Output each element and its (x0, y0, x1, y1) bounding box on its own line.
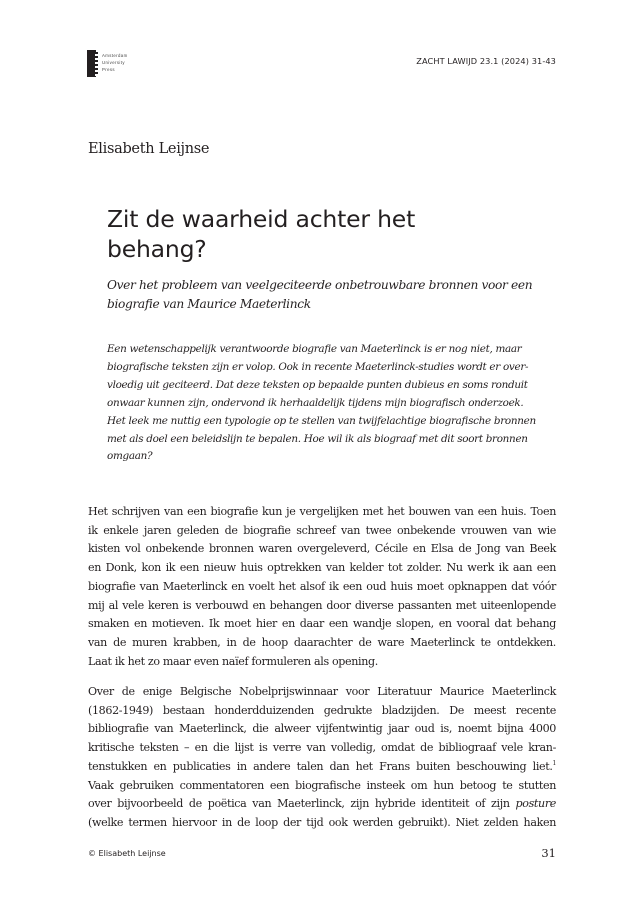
body-line: kisten vol onbekende bronnen waren overgeleverd, Cécile en Elsa de Jong van Beek (88, 542, 556, 556)
body-line: biografie van Maeterlinck en voelt het alsof ik een oud huis moet opknappen dat vóór (88, 579, 556, 593)
body-line: mij al vele keren is verbouwd en behangen door diverse passanten met uiteenlopende (88, 598, 556, 612)
page-number: 31 (541, 846, 556, 860)
body-line: bibliografie van Maeterlinck, die alweer vijfentwintig jaar oud is, noemt bijna 4000 (88, 722, 556, 736)
copyright-notice: © Elisabeth Leijnse (88, 849, 166, 858)
body-line: van de muren krabben, in de hoop daarachter de ware Maeterlinck te ontdekken. (88, 635, 556, 649)
body-line: Vaak gebruiken commentatoren een biografische insteek om hun betoog te stutten (88, 778, 556, 792)
article-title (107, 204, 527, 264)
italic-term: posture (515, 797, 556, 811)
body-paragraph-1 (88, 503, 556, 671)
abstract-line: vloedig uit geciteerd. Dat deze teksten op bepaalde punten dubieus en soms ronduit (107, 378, 528, 391)
body-paragraph-2 (88, 683, 556, 833)
abstract-line: met als doel een beleidslijn te bepalen. Hoe wil ik als biograaf met dit soort bronnen (107, 432, 528, 445)
abstract-line: Het leek me nuttig een typologie op te stellen van twijfelachtige biografische bronnen (107, 414, 536, 427)
body-line: smaken en motieven. Ik moet hier en daar een wandje slopen, en vooral dat behang (88, 617, 556, 631)
body-line: (1862-1949) bestaan honderdduizenden gedrukte bladzijden. De meest recente (88, 703, 556, 717)
publisher-name-line: Press (102, 67, 115, 72)
body-line (88, 758, 556, 777)
subtitle-line: Over het probleem van veelgeciteerde onbetrouwbare bronnen voor een (107, 278, 533, 292)
body-line: Over de enige Belgische Nobelprijswinnaar voor Literatuur Maurice Maeterlinck (88, 685, 556, 698)
body-line: kritische teksten – en die lijst is verre van volledig, omdat de bibliograaf vele kran- (88, 741, 556, 755)
title-line: behang? (107, 235, 207, 263)
subtitle-line: biografie van Maurice Maeterlinck (107, 297, 311, 311)
publisher-logo (87, 50, 128, 77)
footnote-reference[interactable]: 1 (552, 759, 556, 767)
abstract (107, 341, 557, 466)
journal-reference: ZACHT LAWIJD 23.1 (2024) 31-43 (416, 56, 556, 66)
body-line (88, 795, 556, 814)
body-line: (welke termen hiervoor in de loop der tijd ook werden gebruikt). Niet zelden haken (88, 815, 556, 829)
abstract-line: Een wetenschappelijk verantwoorde biografie van Maeterlinck is er nog niet, maar (107, 343, 522, 355)
author-name: Elisabeth Leijnse (88, 141, 210, 157)
publisher-name (102, 50, 128, 73)
publisher-name-line: Amsterdam (102, 53, 128, 58)
publisher-name-line: University (102, 60, 125, 65)
aup-logo-icon (87, 50, 96, 77)
abstract-line: omgaan? (107, 450, 153, 463)
title-line: Zit de waarheid achter het (107, 205, 416, 233)
body-line: Het schrijven van een biografie kun je vergelijken met het bouwen van een huis. Toen (88, 505, 556, 518)
body-line-text: tenstukken en publicaties in andere talen dan het Frans buiten beschouwing liet. (88, 759, 553, 773)
abstract-line: onwaar kunnen zijn, ondervond ik herhaaldelijk tijdens mijn biografisch onderzoek. (107, 396, 524, 409)
article-subtitle (107, 276, 557, 314)
body-line: Laat ik het zo maar even naïef formuleren als opening. (88, 654, 378, 668)
body-line: ik enkele jaren geleden de biografie schreef van twee onbekende vrouwen van wie (88, 523, 556, 537)
abstract-line: biografische teksten zijn er volop. Ook in recente Maeterlinck-studies wordt er over- (107, 360, 529, 373)
body-line: en Donk, kon ik een nieuw huis optrekken van kelder tot zolder. Nu werk ik aan een (88, 561, 556, 575)
body-line-text: over bijvoorbeeld de poëtica van Maeterlinck, zijn hybride identiteit of zijn (88, 797, 516, 811)
